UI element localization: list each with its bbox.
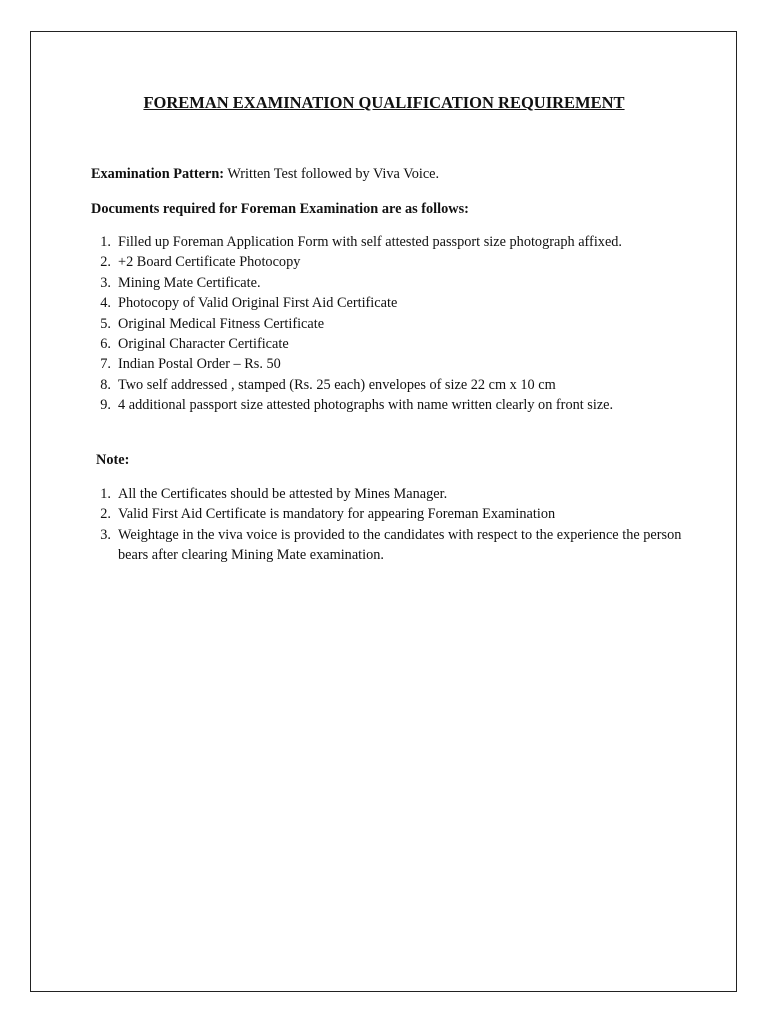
list-item: 1. All the Certificates should be attested by Mines Manager. bbox=[100, 486, 448, 502]
list-item: 7. Indian Postal Order – Rs. 50 bbox=[100, 356, 281, 373]
pattern-label: Examination Pattern: bbox=[91, 166, 225, 182]
list-item: 8. Two self addressed , stamped (Rs. 25 each) envelopes of size 22 cm x 10 cm bbox=[100, 376, 556, 393]
document-title: FOREMAN EXAMINATION QUALIFICATION REQUIREMENT bbox=[143, 93, 625, 112]
list-item: 5. Original Medical Fitness Certificate bbox=[100, 315, 325, 332]
list-item: 3. Weightage in the viva voice is provided to the candidates with respect to the experience the person bears after clearing Mining Mate examination. bbox=[100, 526, 682, 564]
list-item: 1. Filled up Foreman Application Form with self attested passport size photograph affixed. bbox=[100, 234, 623, 250]
list-item: 9. 4 additional passport size attested photographs with name written clearly on front size. bbox=[100, 397, 614, 414]
list-item: 2. +2 Board Certificate Photocopy bbox=[100, 254, 301, 271]
documents-list bbox=[91, 232, 691, 416]
examination-pattern bbox=[91, 166, 439, 183]
list-item: 6. Original Character Certificate bbox=[100, 336, 289, 353]
pattern-value: Written Test followed by Viva Voice. bbox=[227, 166, 440, 182]
documents-heading: Documents required for Foreman Examination are as follows: bbox=[91, 201, 469, 217]
list-item: 4. Photocopy of Valid Original First Aid Certificate bbox=[100, 295, 398, 312]
notes-list bbox=[91, 484, 691, 566]
list-item: 2. Valid First Aid Certificate is mandatory for appearing Foreman Examination bbox=[100, 506, 556, 523]
note-heading: Note: bbox=[96, 452, 130, 468]
list-item: 3. Mining Mate Certificate. bbox=[100, 274, 261, 291]
